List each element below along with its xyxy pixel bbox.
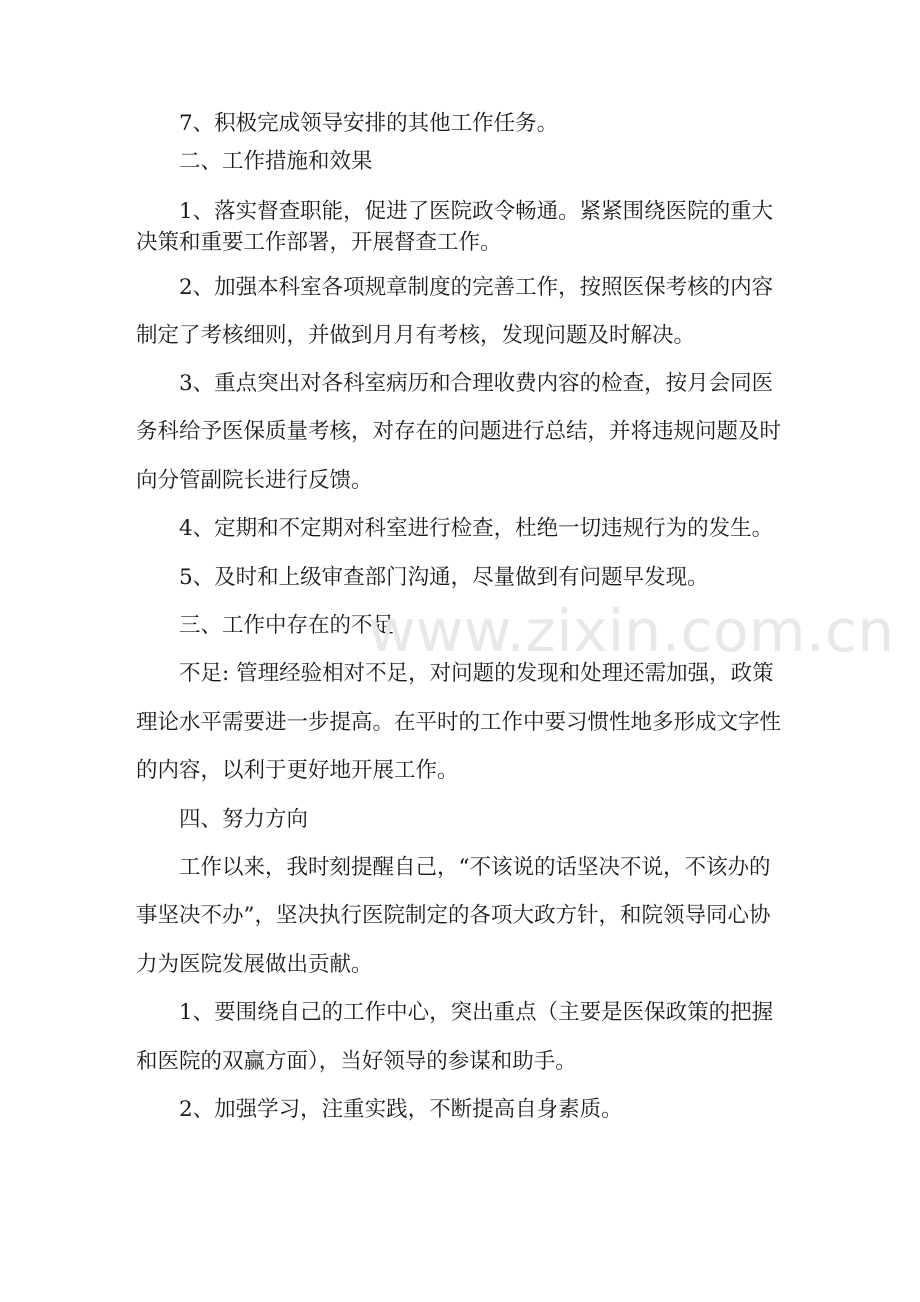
- text-line: 工作以来，我时刻提醒自己，“不该说的话坚决不说，不该办的: [179, 855, 771, 880]
- text-line: 事坚决不办”，坚决执行医院制定的各项大政方针，和院领导同心协: [136, 903, 771, 928]
- text-line: 决策和重要工作部署，开展督查工作。: [136, 230, 502, 255]
- text-line: 1、落实督查职能，促进了医院政令畅通。紧紧围绕医院的重大: [179, 199, 774, 224]
- section-heading: 二、工作措施和效果: [179, 149, 373, 174]
- text-line: 理论水平需要进一步提高。在平时的工作中要习惯性地多形成文字性: [136, 710, 782, 735]
- text-line: 制定了考核细则，并做到月月有考核，发现问题及时解决。: [136, 323, 696, 348]
- text-line: 5、及时和上级审查部门沟通，尽量做到有问题早发现。: [179, 565, 709, 590]
- watermark: www.zixin.com.cn: [368, 597, 895, 665]
- text-line: 1、要围绕自己的工作中心，突出重点（主要是医保政策的把握: [179, 1000, 774, 1025]
- text-line: 7、积极完成领导安排的其他工作任务。: [179, 111, 559, 136]
- text-line: 向分管副院长进行反馈。: [136, 468, 373, 493]
- text-line: 2、加强学习，注重实践，不断提高自身素质。: [179, 1097, 623, 1122]
- text-line: 的内容，以利于更好地开展工作。: [136, 758, 459, 783]
- text-line: 和医院的双赢方面），当好领导的参谋和助手。: [136, 1049, 577, 1074]
- section-heading: 四、努力方向: [179, 807, 309, 832]
- text-line: 不足: 管理经验相对不足，对问题的发现和处理还需加强，政策: [179, 661, 774, 686]
- section-heading: 三、工作中存在的不足: [179, 613, 395, 638]
- text-line: 4、定期和不定期对科室进行检查，杜绝一切违规行为的发生。: [179, 516, 774, 541]
- text-line: 2、加强本科室各项规章制度的完善工作，按照医保考核的内容: [179, 275, 774, 300]
- text-line: 力为医院发展做出贡献。: [136, 952, 373, 977]
- text-line: 务科给予医保质量考核，对存在的问题进行总结，并将违规问题及时: [136, 419, 782, 444]
- text-line: 3、重点突出对各科室病历和合理收费内容的检查，按月会同医: [179, 371, 774, 396]
